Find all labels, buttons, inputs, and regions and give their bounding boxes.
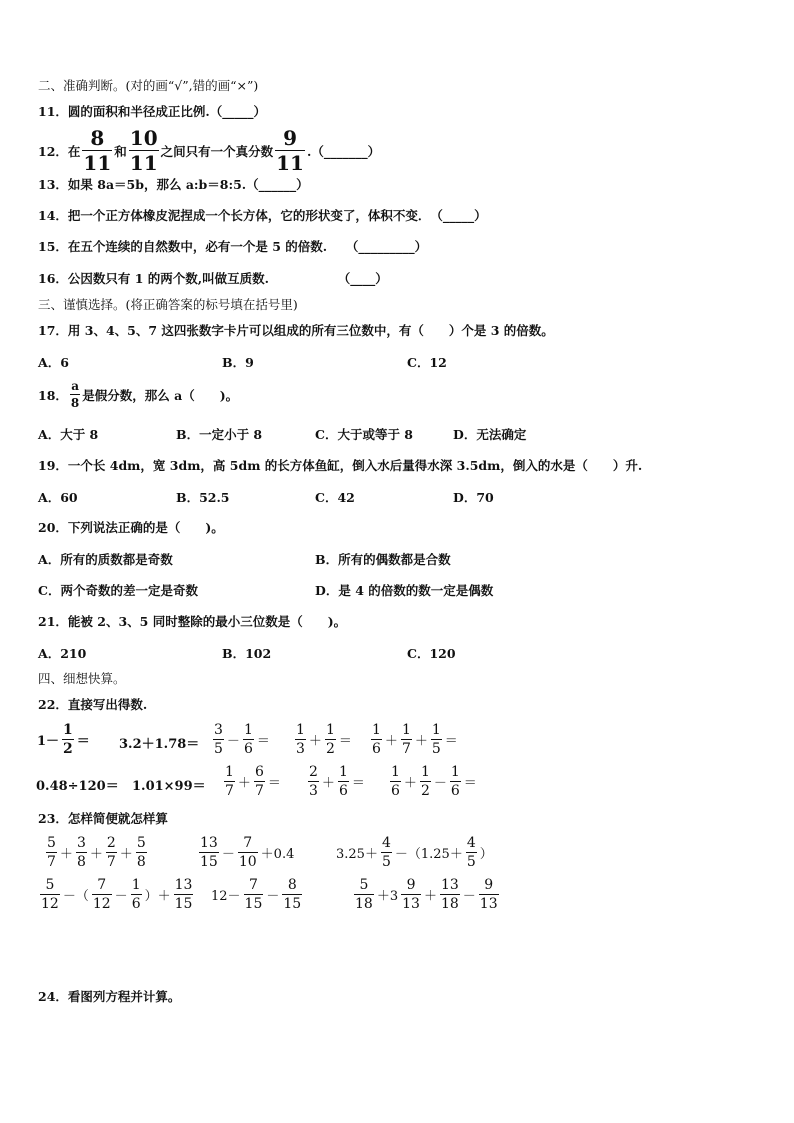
calc-22-9: $\frac{2}{3}$ ＋ $\frac{1}{6}$ ＝ bbox=[309, 764, 365, 799]
option-20-d: D．是 4 的倍数的数一定是偶数 bbox=[315, 583, 494, 598]
question-15: 15．在五个连续的自然数中，必有一个是 5 的倍数. （_________） bbox=[38, 239, 428, 254]
option-18-a: A．大于 8 bbox=[38, 427, 99, 442]
question-13: 13．如果 8a＝5b，那么 a:b＝8:5.（______） bbox=[38, 177, 309, 192]
question-16: 16．公因数只有 1 的两个数,叫做互质数. （____） bbox=[38, 271, 388, 286]
fraction-8-11: $\frac{8}{11}$ bbox=[83, 126, 112, 175]
section-4-title: 四、细想快算。 bbox=[38, 671, 126, 686]
question-19: 19．一个长 4dm，宽 3dm，高 5dm 的长方体鱼缸，倒入水后量得水深 3.5dm，倒入的水是（ ）升. bbox=[38, 458, 643, 473]
calc-23-1: $\frac{5}{7}$ ＋ $\frac{3}{8}$ ＋ $\frac{2}{7}$ ＋ $\frac{5}{8}$ bbox=[47, 835, 146, 870]
option-21-c: C．120 bbox=[407, 646, 456, 661]
question-23: 23．怎样简便就怎样算 bbox=[38, 811, 168, 826]
calc-22-4: $\frac{1}{3}$ ＋ $\frac{1}{2}$ ＝ bbox=[296, 722, 352, 757]
question-18: 18． $\frac{a}{8}$ 是假分数，那么 a（ )。 bbox=[38, 379, 239, 410]
calc-22-8: $\frac{1}{7}$ ＋ $\frac{6}{7}$ ＝ bbox=[225, 764, 281, 799]
fraction-10-11: $\frac{10}{11}$ bbox=[129, 126, 158, 175]
calc-22-7: 1.01×99＝ bbox=[132, 779, 206, 794]
option-19-c: C．42 bbox=[315, 490, 355, 505]
calc-22-1: 1－ $\frac{1}{2}$ ＝ bbox=[37, 722, 90, 757]
calc-23-4: $\frac{5}{12}$ －（ $\frac{7}{12}$ － $\frac{1}{6}$ ）＋ $\frac{13}{15}$ bbox=[41, 877, 193, 912]
calc-23-5: 12－ $\frac{7}{15}$ － $\frac{8}{15}$ bbox=[211, 877, 302, 912]
fraction-a-8: $\frac{a}{8}$ bbox=[70, 379, 80, 410]
option-20-b: B．所有的偶数都是合数 bbox=[315, 552, 451, 567]
option-20-a: A．所有的质数都是奇数 bbox=[38, 552, 173, 567]
calc-23-6: $\frac{5}{18}$ ＋3 $\frac{9}{13}$ ＋ $\frac{13}{18}$ － $\frac{9}{13}$ bbox=[355, 877, 498, 912]
question-20: 20．下列说法正确的是（ )。 bbox=[38, 520, 224, 535]
option-18-d: D．无法确定 bbox=[453, 427, 527, 442]
option-18-c: C．大于或等于 8 bbox=[315, 427, 413, 442]
option-21-b: B．102 bbox=[222, 646, 272, 661]
question-22: 22．直接写出得数. bbox=[38, 697, 148, 712]
option-17-c: C．12 bbox=[407, 355, 447, 370]
calc-22-10: $\frac{1}{6}$ ＋ $\frac{1}{2}$ － $\frac{1}{6}$ ＝ bbox=[391, 764, 477, 799]
calc-23-2: $\frac{13}{15}$ － $\frac{7}{10}$ ＋0.4 bbox=[200, 835, 295, 870]
fraction-9-11: $\frac{9}{11}$ bbox=[276, 126, 304, 175]
question-24: 24．看图列方程并计算。 bbox=[38, 989, 181, 1004]
option-20-c: C．两个奇数的差一定是奇数 bbox=[38, 583, 198, 598]
question-21: 21．能被 2、3、5 同时整除的最小三位数是（ )。 bbox=[38, 614, 347, 629]
calc-23-3: 3.25＋ $\frac{4}{5}$ －（1.25＋ $\frac{4}{5}$ ） bbox=[336, 835, 493, 870]
option-21-a: A．210 bbox=[38, 646, 87, 661]
calc-22-5: $\frac{1}{6}$ ＋ $\frac{1}{7}$ ＋ $\frac{1}{5}$ ＝ bbox=[372, 722, 458, 757]
option-19-d: D．70 bbox=[453, 490, 494, 505]
option-19-a: A．60 bbox=[38, 490, 78, 505]
question-17: 17．用 3、4、5、7 这四张数字卡片可以组成的所有三位数中，有（ ）个是 3 的倍数。 bbox=[38, 323, 554, 338]
option-18-b: B．一定小于 8 bbox=[176, 427, 263, 442]
section-3-title: 三、谨慎选择。(将正确答案的标号填在括号里) bbox=[38, 297, 298, 312]
question-14: 14．把一个正方体橡皮泥捏成一个长方体，它的形状变了，体积不变． （_____） bbox=[38, 208, 487, 223]
option-19-b: B．52.5 bbox=[176, 490, 230, 505]
calc-22-3: $\frac{3}{5}$ － $\frac{1}{6}$ ＝ bbox=[214, 722, 270, 757]
option-17-b: B．9 bbox=[222, 355, 254, 370]
calc-22-2: 3.2＋1.78＝ bbox=[119, 737, 200, 752]
option-17-a: A．6 bbox=[38, 355, 69, 370]
question-11: 11．圆的面积和半径成正比例.（_____） bbox=[38, 104, 266, 119]
question-12: 12． 在 $\frac{8}{11}$ 和 $\frac{10}{11}$ 之间只有一个真分数 $\frac{9}{11}$ .（_______） bbox=[38, 126, 381, 175]
calc-22-6: 0.48÷120＝ bbox=[36, 779, 119, 794]
section-2-title: 二、准确判断。(对的画“√”,错的画“×”) bbox=[38, 78, 259, 93]
